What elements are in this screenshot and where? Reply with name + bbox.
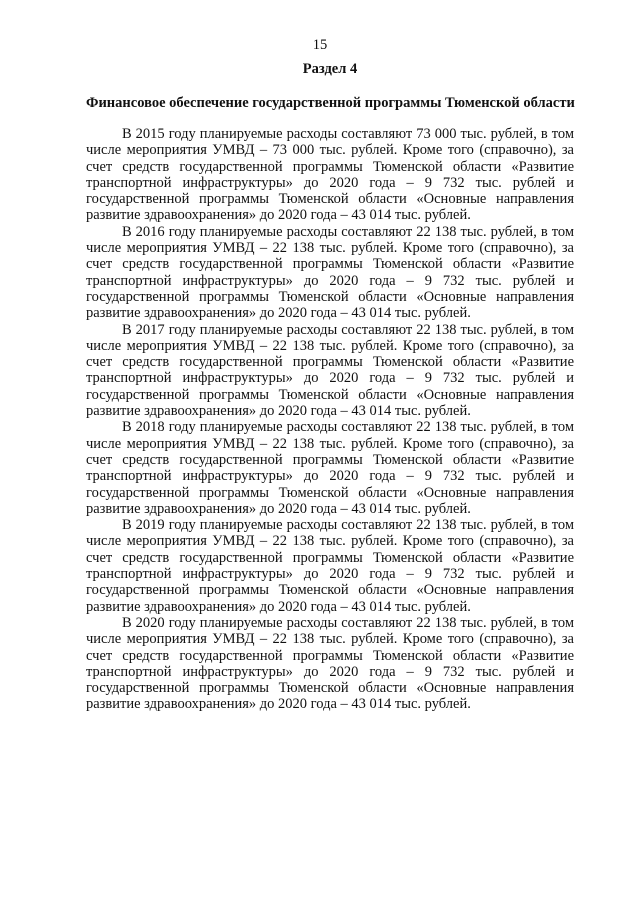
- page-number: 15: [312, 37, 328, 53]
- section-title: Раздел 4: [302, 61, 358, 77]
- document-body: [86, 126, 574, 713]
- paragraph-2020: В 2020 году планируемые расходы составляют 22 138 тыс. рублей, в том числе мероприятия УМВД – 22 138 тыс. рублей. Кроме того (справочно), за счет средств государственной программы Тюменской области «Развитие транспортной инфраструктуры» до 2020 года – 9 732 тыс. рублей и государственной программы Тюменской области «Основные направления развитие здравоохранения» до 2020 года – 43 014 тыс. рублей.: [86, 614, 574, 713]
- paragraph-2019: В 2019 году планируемые расходы составляют 22 138 тыс. рублей, в том числе мероприятия УМВД – 22 138 тыс. рублей. Кроме того (справочно), за счет средств государственной программы Тюменской области «Развитие транспортной инфраструктуры» до 2020 года – 9 732 тыс. рублей и государственной программы Тюменской области «Основные направления развитие здравоохранения» до 2020 года – 43 014 тыс. рублей.: [86, 517, 574, 615]
- paragraph-2015: В 2015 году планируемые расходы составляют 73 000 тыс. рублей, в том числе мероприятия УМВД – 73 000 тыс. рублей. Кроме того (справочно), за счет средств государственной программы Тюменской области «Развитие транспортной инфраструктуры» до 2020 года – 9 732 тыс. рублей и государственной программы Тюменской области «Основные направления развитие здравоохранения» до 2020 года – 43 014 тыс. рублей.: [86, 126, 574, 224]
- paragraph-2017: В 2017 году планируемые расходы составляют 22 138 тыс. рублей, в том числе мероприятия УМВД – 22 138 тыс. рублей. Кроме того (справочно), за счет средств государственной программы Тюменской области «Развитие транспортной инфраструктуры» до 2020 года – 9 732 тыс. рублей и государственной программы Тюменской области «Основные направления развитие здравоохранения» до 2020 года – 43 014 тыс. рублей.: [86, 321, 574, 420]
- document-heading: Финансовое обеспечение государственной программы Тюменской области: [86, 95, 575, 111]
- paragraph-2016: В 2016 году планируемые расходы составляют 22 138 тыс. рублей, в том числе мероприятия УМВД – 22 138 тыс. рублей. Кроме того (справочно), за счет средств государственной программы Тюменской области «Развитие транспортной инфраструктуры» до 2020 года – 9 732 тыс. рублей и государственной программы Тюменской области «Основные направления развитие здравоохранения» до 2020 года – 43 014 тыс. рублей.: [86, 223, 574, 322]
- paragraph-2018: В 2018 году планируемые расходы составляют 22 138 тыс. рублей, в том числе мероприятия УМВД – 22 138 тыс. рублей. Кроме того (справочно), за счет средств государственной программы Тюменской области «Развитие транспортной инфраструктуры» до 2020 года – 9 732 тыс. рублей и государственной программы Тюменской области «Основные направления развитие здравоохранения» до 2020 года – 43 014 тыс. рублей.: [86, 419, 574, 517]
